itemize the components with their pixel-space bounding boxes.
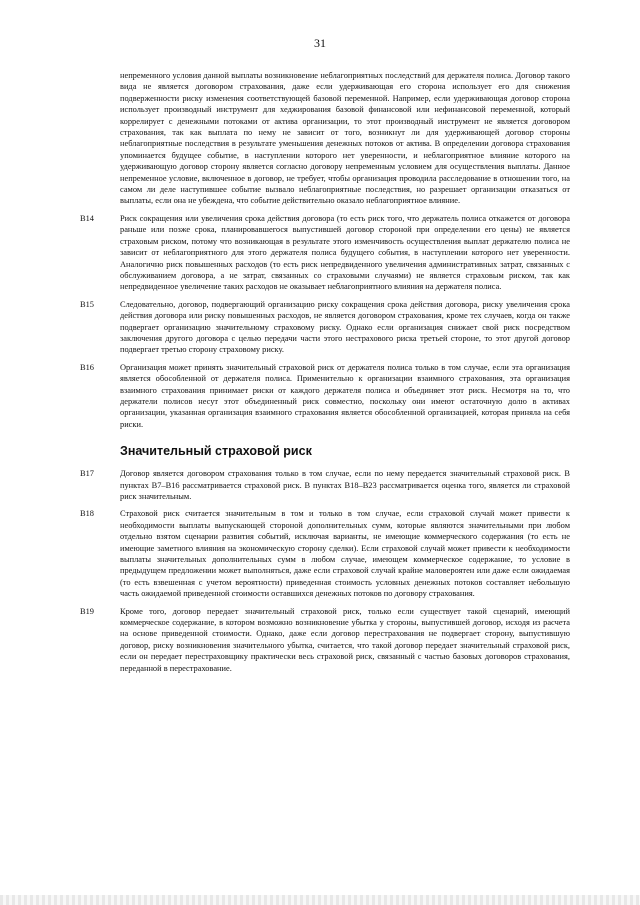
page-number: 31 (314, 36, 326, 50)
section-heading: Значительный страховой риск (120, 444, 312, 459)
paragraph-number: B18 (80, 509, 94, 519)
paragraph-text: Риск сокращения или увеличения срока действия договора (то есть риск того, что держатель полиса откажется от договора раньше или позже срока, планировавшегося выпустившей договор стороной при определении его цены) не является страховым риском, потому что возникающая в результате этого изменчивость осуществления выплат держателю полиса не зависит от неблагоприятного для этого держателя полиса будущего события, в наступлении которого нет уверенности. Аналогично риск повышенных расходов (то есть риск непредвиденного увеличения административных затрат, связанных с обслуживанием договора, а не затрат, связанных со страховыми случаями) не является страховым риском, так как непредвиденное увеличение таких расходов не оказывает неблагоприятного влияния на держателя полиса. (120, 213, 570, 292)
paragraph-number-empty (80, 70, 120, 207)
paragraph-text: Следовательно, договор, подвергающий организацию риску сокращения срока действия договора, риску увеличения срока действия договора или риску повышенных расходов, не является договором страхования, кроме тех случаев, когда он также подвергает организацию значительному страховому риску. Однако если организация снижает свой риск посредством заключения другого договора с целью передачи части этого нестрахового риска третьей стороне, то этот другой договор подвергает третью сторону страховому риску. (120, 299, 570, 355)
paragraph-b16 (80, 362, 570, 430)
intro-paragraph-text: непременного условия данной выплаты возникновение неблагоприятных последствий для держателя полиса. Договор такого вида не является договором страхования, даже если удерживающая его сторона использует его для снижения подверженности риску изменения соответствующей базовой переменной. Например, если удерживающая договор сторона использует производный инструмент для хеджирования базовой финансовой или нефинансовой переменной, который коррелирует с денежными потоками от актива организации, то этот производный инструмент не является договором страхования, так как выплата по нему не зависит от того, возникнут ли для удерживающей договор стороны неблагоприятные последствия в результате уменьшения денежных потоков от актива. В определении договора страхования упоминается будущее событие, в наступлении которого нет уверенности, и неблагоприятное влияние которого на удерживающую договор сторону является согласно договору непременным условием для осуществления выплаты. Данное непременное условие, включенное в договор, не требует, чтобы организация проводила расследование в отношении того, на самом ли деле наступившее событие вызвало неблагоприятные последствия, но разрешает организации отказаться от выплаты, если она не убеждена, что событие действительно оказало неблагоприятное влияние. (120, 71, 570, 206)
paragraph-b17 (80, 468, 570, 502)
scan-footer-edge (0, 895, 640, 905)
paragraph-number: B19 (80, 606, 94, 616)
paragraph-b19 (80, 606, 570, 674)
paragraph-number: B15 (80, 299, 94, 309)
paragraph-text: Страховой риск считается значительным в том и только в том случае, если страховой случай может привести к необходимости выплаты выпускающей стороной дополнительных сумм, которые являются значительными при любом отдельно взятом сценарии развития событий, исключая варианты, не имеющие коммерческого содержания (то есть не имеющие заметного влияния на экономическую сторону сделки). Если страховой случай может привести к необходимости выплаты значительных дополнительных сумм в любом случае, имеющем коммерческое содержание, то условие в предыдущем предложении может выполняться, даже если страховой случай крайне маловероятен или даже если ожидаемая (то есть взвешенная с учетом вероятности) приведенная стоимость условных денежных потоков составляет небольшую часть ожидаемой приведенной стоимости оставшихся денежных потоков по договору страхования. (120, 509, 570, 599)
paragraph-b15 (80, 299, 570, 356)
paragraph-number: B17 (80, 469, 94, 479)
paragraph-text: Организация может принять значительный страховой риск от держателя полиса только в том случае, если эта организация является обособленной от держателя полиса. Применительно к организации взаимного страхования, эта организация взаимного страхования принимает риски от каждого держателя полиса и объединяет этот риск. Несмотря на то, что держатели полисов несут этот объединенный риск совместно, поскольку они имеют остаточную долю в активах организации, указанная организация взаимного страхования является обособленной организацией, которая приняла на себя риски. (120, 362, 570, 429)
paragraph-number: B16 (80, 362, 94, 372)
document-body (80, 70, 570, 680)
paragraph-text: Договор является договором страхования только в том случае, если по нему передается значительный страховой риск. В пунктах B7–B16 рассматривается страховой риск. В пунктах B18–B23 рассматривается оценка того, является ли страховой риск значительным. (120, 469, 570, 501)
paragraph-text: Кроме того, договор передает значительный страховой риск, только если существует такой сценарий, имеющий коммерческое содержание, в котором возможно возникновение убытка у стороны, выпустившей договор, исходя из расчета на основе приведенной стоимости. Однако, даже если договор перестрахования не подвергает сторону, выпустившую договор, риску возникновения значительного убытка, считается, что такой договор передает значительный страховой риск, если он передает перестраховщику практически весь страховой риск, связанный с частью базовых договоров страхования, переданной в перестрахование. (120, 606, 570, 673)
paragraph-number: B14 (80, 213, 94, 223)
paragraph-b14 (80, 213, 570, 293)
paragraph-b18 (80, 508, 570, 599)
intro-paragraph (80, 70, 570, 207)
